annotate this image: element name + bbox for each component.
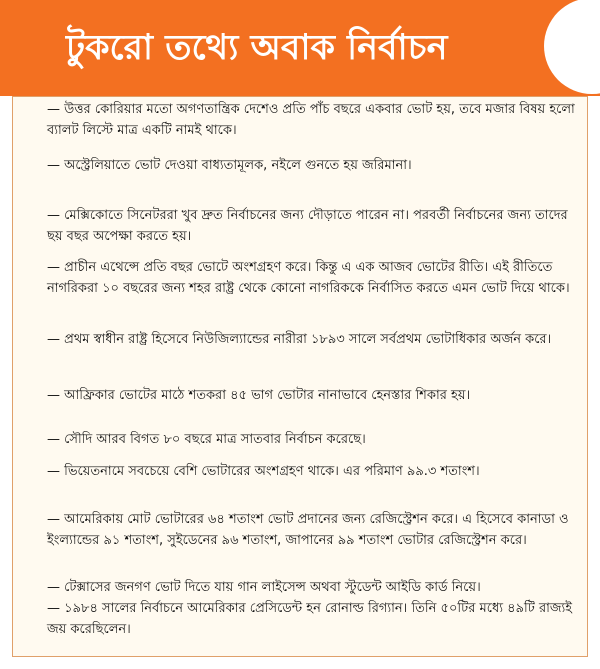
- fact-texas: — টেক্সাসের জনগণ ভোট দিতে যায় গান লাইসেন্স অথবা স্টুডেন্ট আইডি কার্ড নিয়ে।: [47, 580, 481, 595]
- fact-australia: — অস্ট্রেলিয়াতে ভোট দেওয়া বাধ্যতামূলক, নইলে গুনতে হয় জরিমানা।: [47, 158, 412, 173]
- fact-america-registration: — আমেরিকায় মোট ভোটারের ৬৪ শতাংশ ভোট প্রদানের জন্য রেজিস্ট্রেশন করে। এ হিসেবে কানাডা ও ইংল্যান্ডের ৯১ শতাংশ, সুইডেনের ৯৬ শতাংশ, জাপানের ৯৯ শতাংশ ভোটার রেজিস্ট্রেশন করে।: [47, 512, 569, 548]
- fact-vietnam: — ভিয়েতনামে সবচেয়ে বেশি ভোটারের অংশগ্রহণ থাকে। এর পরিমাণ ৯৯.৩ শতাংশ।: [47, 464, 480, 479]
- fact-north-korea: — উত্তর কোরিয়ার মতো অগণতান্ত্রিক দেশেও প্রতি পাঁচ বছরে একবার ভোট হয়, তবে মজার বিষয় হলো ব্যালট লিস্টে মাত্র একটি নামই থাকে।: [47, 102, 575, 138]
- fact-africa: — আফ্রিকার ভোটের মাঠে শতকরা ৪৫ ভাগ ভোটার নানাভাবে হেনস্তার শিকার হয়।: [47, 388, 471, 403]
- fact-new-zealand: — প্রথম স্বাধীন রাষ্ট্র হিসেবে নিউজিল্যান্ডের নারীরা ১৮৯৩ সালে সর্বপ্রথম ভোটাধিকার অর্জন করে।: [47, 332, 552, 347]
- header-banner: [0, 0, 600, 96]
- header-notch: [544, 0, 600, 94]
- fact-saudi-arabia: — সৌদি আরব বিগত ৮০ বছরে মাত্র সাতবার নির্বাচন করেছে।: [47, 432, 366, 447]
- fact-mexico: — মেক্সিকোতে সিনেটররা খুব দ্রুত নির্বাচনের জন্য দৌড়াতে পারেন না। পরবর্তী নির্বাচনের জন্য তাদের ছয় বছর অপেক্ষা করতে হয়।: [47, 208, 568, 244]
- fact-athens: — প্রাচীন এথেন্সে প্রতি বছর ভোটে অংশগ্রহণ করে। কিন্তু এ এক আজব ভোটের রীতি। এই রীতিতে নাগরিকরা ১০ বছরের জন্য শহর রাষ্ট্র থেকে কোনো নাগরিককে নির্বাসিত করতে এমন ভোট দিয়ে থাকে।: [47, 260, 570, 296]
- page-title: টুকরো তথ্যে অবাক নির্বাচন: [66, 28, 448, 68]
- fact-reagan-1984: — ১৯৮৪ সালের নির্বাচনে আমেরিকার প্রেসিডেন্ট হন রোনাল্ড রিগ্যান। তিনি ৫০টির মধ্যে ৪৯টি রাজ্যই জয় করেছিলেন।: [47, 601, 573, 637]
- facts-card: [12, 96, 588, 657]
